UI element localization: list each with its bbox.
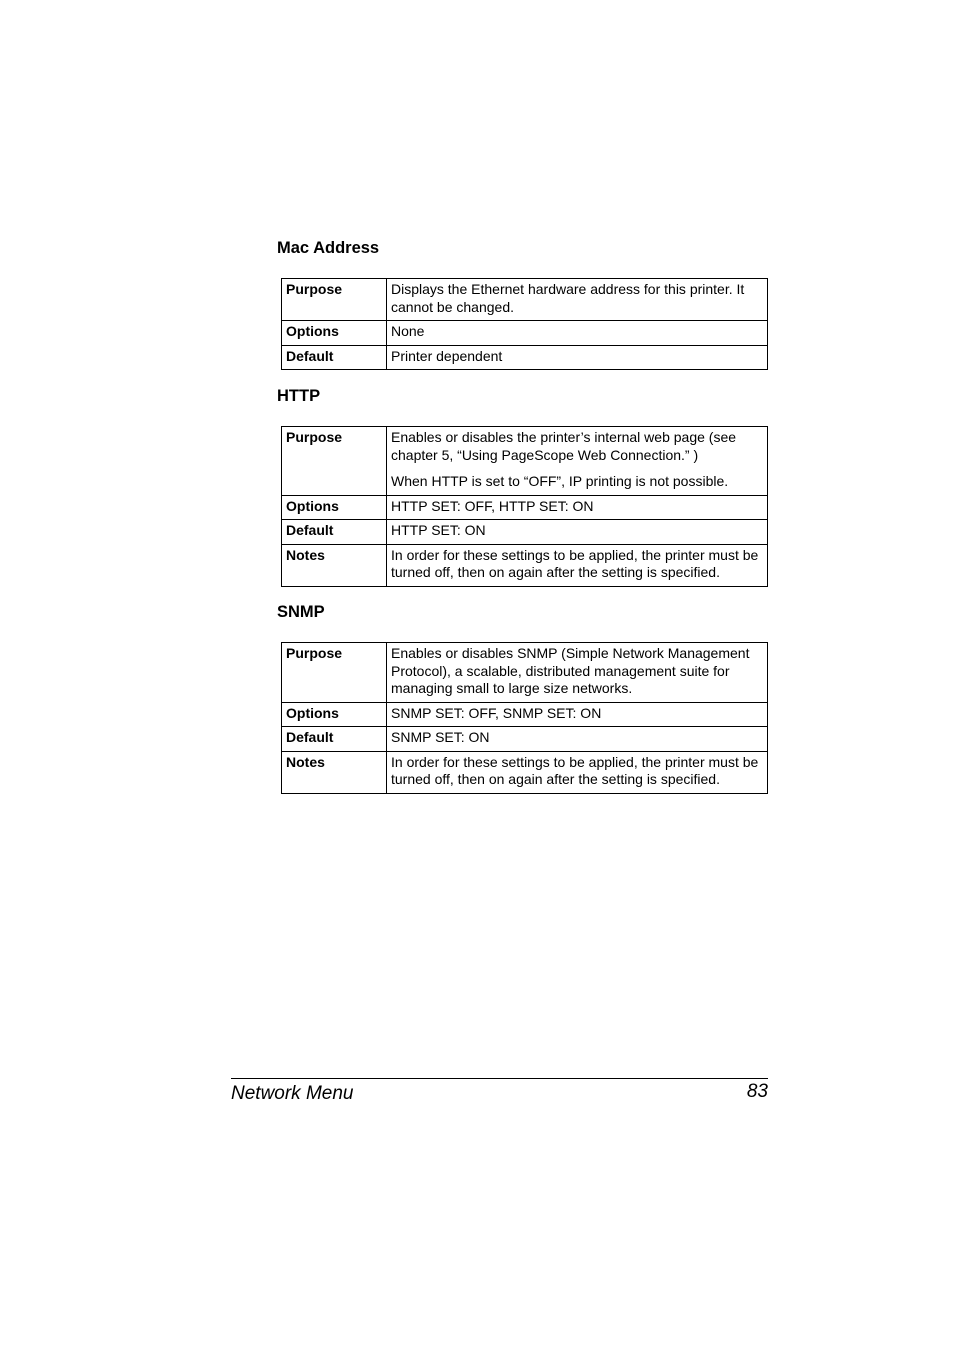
row-value-text: Enables or disables SNMP (Simple Network Management Protocol), a scalable, distributed management suite for managing small to large size networks. [391, 645, 750, 696]
row-value [387, 427, 768, 496]
footer-page-number: 83 [746, 1081, 768, 1102]
row-value-text: HTTP SET: OFF, HTTP SET: ON [391, 497, 594, 514]
row-key: Default [282, 520, 387, 545]
row-value-text: Enables or disables the printer’s internal web page (see chapter 5, “Using PageScope Web Connection.” ) [391, 429, 737, 463]
table-row [282, 427, 768, 496]
row-key: Options [282, 321, 387, 346]
row-value [387, 520, 768, 545]
row-value [387, 702, 768, 727]
table-row [282, 702, 768, 727]
row-value-text: HTTP SET: ON [391, 522, 486, 538]
row-value-text: Printer dependent [391, 347, 503, 364]
row-key: Purpose [282, 427, 387, 496]
snmp-table [281, 642, 768, 794]
row-key: Options [282, 702, 387, 727]
row-value [387, 495, 768, 520]
table-row [282, 751, 768, 793]
row-key: Options [282, 495, 387, 520]
row-key: Default [282, 345, 387, 370]
row-value-text: Displays the Ethernet hardware address for this printer. It cannot be changed. [391, 281, 745, 315]
row-value-text: None [391, 323, 425, 339]
table-row [282, 495, 768, 520]
row-value-text: SNMP SET: OFF, SNMP SET: ON [391, 704, 602, 721]
section-heading-http: HTTP [277, 387, 321, 405]
section-heading-snmp: SNMP [277, 603, 325, 621]
http-table [281, 426, 768, 587]
table-row [282, 544, 768, 586]
row-key: Purpose [282, 279, 387, 321]
table-row [282, 520, 768, 545]
row-value [387, 544, 768, 586]
row-value-note: When HTTP is set to “OFF”, IP printing is not possible. [391, 473, 729, 489]
row-value [387, 751, 768, 793]
row-value-text: In order for these settings to be applied, the printer must be turned off, then on again after the setting is specified. [391, 546, 759, 580]
section-heading-mac-address: Mac Address [277, 239, 380, 257]
table-row [282, 279, 768, 321]
row-key: Notes [282, 544, 387, 586]
table-row [282, 345, 768, 370]
footer-divider [231, 1078, 768, 1079]
row-key: Default [282, 727, 387, 752]
mac-address-table [281, 278, 768, 370]
row-key: Purpose [282, 643, 387, 703]
row-value [387, 279, 768, 321]
table-row [282, 321, 768, 346]
table-row [282, 643, 768, 703]
row-value [387, 727, 768, 752]
row-key: Notes [282, 751, 387, 793]
table-row [282, 727, 768, 752]
row-value [387, 345, 768, 370]
footer-chapter-title: Network Menu [231, 1083, 354, 1104]
row-value-text: SNMP SET: ON [391, 729, 490, 745]
row-value [387, 321, 768, 346]
row-value-text: In order for these settings to be applied, the printer must be turned off, then on again after the setting is specified. [391, 753, 759, 787]
row-value [387, 643, 768, 703]
